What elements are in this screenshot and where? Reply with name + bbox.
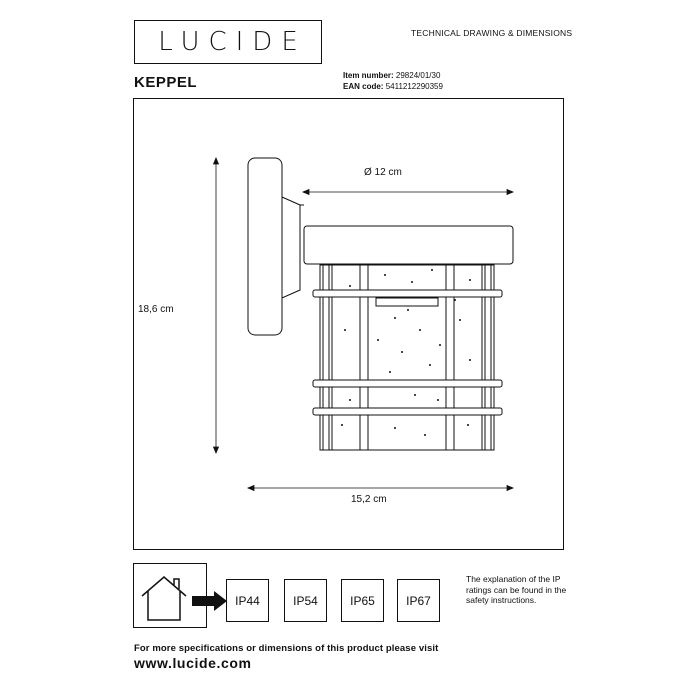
dim-arrow (214, 158, 219, 164)
item-number-label: Item number: (343, 71, 394, 80)
dim-arrow (214, 447, 219, 453)
ip-rating-ip65: IP65 (341, 579, 384, 622)
footer-more-info: For more specifications or dimensions of this product please visit (134, 643, 439, 654)
item-number-value: 29824/01/30 (395, 71, 441, 80)
product-name: KEPPEL (134, 74, 198, 91)
ip-rating-ip44: IP44 (226, 579, 269, 622)
dim-arrow (507, 486, 513, 491)
ean-value: 5411212290359 (385, 82, 443, 91)
wall-plate (248, 158, 282, 335)
ip-rating-note: The explanation of the IP ratings can be found in the safety instructions. (466, 574, 567, 605)
bulb-holder (376, 298, 438, 306)
dim-arrow (303, 190, 309, 195)
wall-arm (282, 197, 300, 298)
dimension-diameter: Ø 12 cm (364, 167, 402, 178)
lantern-ring (313, 290, 502, 297)
arrow-right-icon (190, 590, 230, 612)
brand-logo-text: LUCIDE (158, 27, 307, 57)
lantern-ring (313, 380, 502, 387)
ip-rating-ip67: IP67 (397, 579, 440, 622)
dimension-height: 18,6 cm (138, 304, 174, 315)
lantern-ring (313, 408, 502, 415)
dim-arrow (507, 190, 513, 195)
dimension-width: 15,2 cm (351, 494, 387, 505)
dim-arrow (248, 486, 254, 491)
ean-label: EAN code: (343, 82, 384, 91)
ip-rating-ip54: IP54 (284, 579, 327, 622)
document-type: TECHNICAL DRAWING & DIMENSIONS (411, 28, 573, 38)
footer-website-link[interactable]: www.lucide.com (134, 655, 252, 671)
lamp-cap (304, 226, 513, 264)
